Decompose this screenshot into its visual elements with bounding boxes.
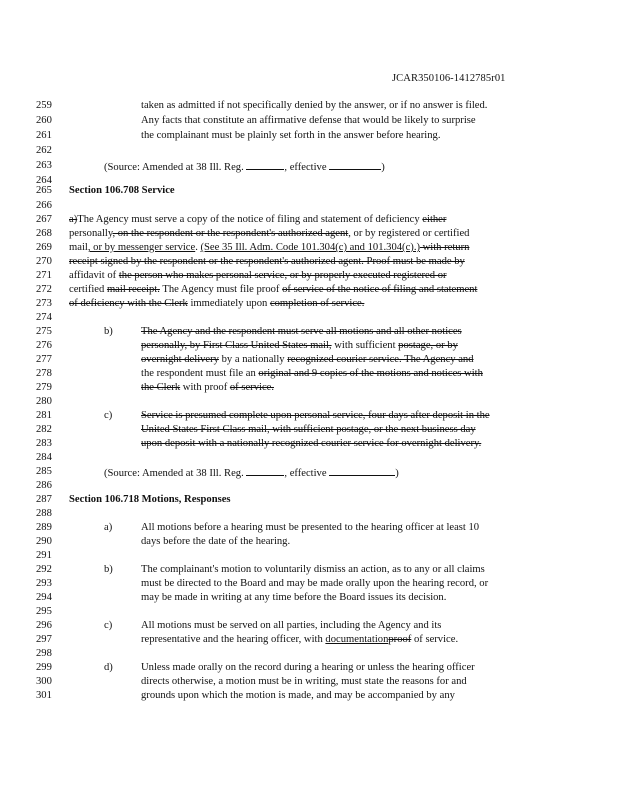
text-segment: days before the date of the hearing.	[141, 536, 291, 547]
line-number: 260	[36, 115, 52, 126]
section-heading: Section 106.718 Motions, Responses	[69, 494, 231, 505]
line-text	[141, 563, 485, 577]
document-line	[0, 507, 619, 521]
text-segment: All motions before a hearing must be presented to the hearing officer at least 10	[141, 522, 480, 533]
line-number: 281	[36, 410, 52, 421]
text-segment: by a nationally	[218, 354, 288, 365]
line-text	[141, 577, 488, 591]
document-line	[0, 395, 619, 409]
line-text	[141, 353, 474, 367]
document-line	[0, 325, 619, 339]
struck-text: , on the respondent or the respondent's authorized agent	[112, 228, 349, 239]
struck-text: overnight delivery	[141, 354, 219, 365]
line-text	[69, 213, 446, 227]
line-number: 261	[36, 130, 52, 141]
text-segment: (Source: Amended at 38 Ill. Reg.	[104, 162, 247, 173]
line-text	[141, 99, 487, 113]
struck-text: either	[422, 214, 447, 225]
text-segment: , or by registered or certified	[348, 228, 470, 239]
document-line	[0, 409, 619, 423]
line-text	[69, 227, 469, 241]
struck-text: receipt signed by the respondent or the respondent's authorized agent. Proof must be made by	[69, 256, 465, 267]
document-line	[0, 493, 619, 507]
line-number: 295	[36, 606, 52, 617]
subsection-label: b)	[104, 564, 113, 575]
line-number: 294	[36, 592, 52, 603]
text-segment: mail	[69, 242, 88, 253]
document-line	[0, 199, 619, 213]
struck-text: postage, or by	[398, 340, 458, 351]
fill-in-blank	[246, 159, 284, 170]
document-line	[0, 269, 619, 283]
document-line	[0, 591, 619, 605]
struck-text: of service of the notice of filing and statement	[282, 284, 478, 295]
text-segment: affidavit of	[69, 270, 119, 281]
line-number: 279	[36, 382, 52, 393]
document-line	[0, 577, 619, 591]
section-heading: Section 106.708 Service	[69, 185, 175, 196]
line-text	[141, 521, 479, 535]
text-segment: representative and the hearing officer, with	[141, 634, 326, 645]
document-line	[0, 465, 619, 479]
line-number: 280	[36, 396, 52, 407]
subsection-label: c)	[104, 620, 113, 631]
line-number: 287	[36, 494, 52, 505]
line-number: 291	[36, 550, 52, 561]
document-line	[0, 619, 619, 633]
document-line	[0, 114, 619, 128]
struck-text: mail receipt.	[106, 284, 160, 295]
document-line	[0, 311, 619, 325]
struck-text: a)	[69, 214, 78, 225]
line-text	[141, 619, 441, 633]
document-line	[0, 563, 619, 577]
line-number: 285	[36, 466, 52, 477]
text-segment: the respondent must file an	[141, 368, 259, 379]
text-segment: )	[381, 162, 385, 173]
line-text	[69, 283, 477, 297]
line-number: 296	[36, 620, 52, 631]
line-text	[141, 591, 446, 605]
struck-text: with return	[420, 242, 470, 253]
line-text	[141, 339, 458, 353]
line-number: 265	[36, 185, 52, 196]
text-segment: grounds upon which the motion is made, and may be accompanied by any	[141, 690, 455, 701]
line-text	[141, 689, 455, 703]
struck-text: completion of service.	[269, 298, 365, 309]
text-segment: must be directed to the Board and may be made orally upon the hearing record, or	[141, 578, 489, 589]
struck-text: the Clerk	[141, 382, 181, 393]
document-line	[0, 184, 619, 198]
line-number: 301	[36, 690, 52, 701]
text-segment: , effective	[284, 468, 330, 479]
line-number: 298	[36, 648, 52, 659]
struck-text: personally, by First Class United States mail,	[141, 340, 332, 351]
document-line	[0, 535, 619, 549]
line-number: 290	[36, 536, 52, 547]
text-segment: All motions must be served on all parties, including the Agency and its	[141, 620, 442, 631]
inserted-text: , or by messenger service	[87, 242, 196, 253]
line-number: 286	[36, 480, 52, 491]
line-number: 274	[36, 312, 52, 323]
struck-text: recognized courier service. The Agency and	[287, 354, 474, 365]
document-line	[0, 479, 619, 493]
text-segment: the complainant must be plainly set forth in the answer before hearing.	[141, 130, 441, 141]
line-number: 282	[36, 424, 52, 435]
line-number: 297	[36, 634, 52, 645]
text-segment: Any facts that constitute an affirmative defense that would be likely to surprise	[141, 115, 476, 126]
document-line	[0, 99, 619, 113]
line-text	[69, 493, 231, 507]
struck-text: upon deposit with a nationally recognized courier service for overnight delivery.	[141, 438, 482, 449]
text-segment: The Agency must file proof	[159, 284, 283, 295]
inserted-text: (See 35 Ill. Adm. Code 101.304(c) and 101.304(c).)	[200, 242, 420, 253]
line-number: 277	[36, 354, 52, 365]
document-line	[0, 451, 619, 465]
document-line	[0, 437, 619, 451]
line-number: 293	[36, 578, 52, 589]
document-line	[0, 353, 619, 367]
document-line	[0, 297, 619, 311]
text-segment: with sufficient	[331, 340, 399, 351]
line-text	[141, 381, 274, 395]
text-segment: of service.	[411, 634, 459, 645]
text-segment: may be made in writing at any time before the Board issues its decision.	[141, 592, 447, 603]
fill-in-blank	[246, 465, 284, 476]
line-number: 263	[36, 160, 52, 171]
document-line	[0, 367, 619, 381]
text-segment: (Source: Amended at 38 Ill. Reg.	[104, 468, 247, 479]
line-number: 284	[36, 452, 52, 463]
fill-in-blank	[329, 159, 381, 170]
document-line	[0, 283, 619, 297]
text-segment: certified	[69, 284, 107, 295]
line-number: 278	[36, 368, 52, 379]
line-text	[141, 409, 490, 423]
line-number: 264	[36, 175, 52, 186]
line-number: 299	[36, 662, 52, 673]
document-line	[0, 689, 619, 703]
line-text	[69, 255, 465, 269]
line-text	[141, 661, 475, 675]
document-line	[0, 381, 619, 395]
document-line	[0, 144, 619, 158]
subsection-label: c)	[104, 410, 113, 421]
inserted-text: documentation	[325, 634, 389, 645]
struck-text: of deficiency with the Clerk	[69, 298, 188, 309]
line-text	[69, 241, 469, 255]
text-segment: with proof	[180, 382, 230, 393]
line-number: 273	[36, 298, 52, 309]
document-line	[0, 605, 619, 619]
text-segment: The complainant's motion to voluntarily dismiss an action, as to any or all claims	[141, 564, 485, 575]
document-line	[0, 661, 619, 675]
line-text	[141, 129, 440, 143]
document-line	[0, 129, 619, 143]
line-text	[141, 325, 462, 339]
line-number: 289	[36, 522, 52, 533]
document-line	[0, 647, 619, 661]
text-segment: taken as admitted if not specifically denied by the answer, or if no answer is filed.	[141, 100, 488, 111]
text-segment: personally	[69, 228, 113, 239]
line-number: 275	[36, 326, 52, 337]
subsection-label: b)	[104, 326, 113, 337]
line-text	[69, 184, 175, 198]
fill-in-blank	[329, 465, 395, 476]
struck-text: The Agency and the respondent must serve all motions and all other notices	[141, 326, 462, 337]
line-number: 268	[36, 228, 52, 239]
line-number: 292	[36, 564, 52, 575]
document-line	[0, 549, 619, 563]
text-segment: , effective	[284, 162, 330, 173]
struck-text: United States First Class mail, with sufficient postage, or the next business day	[141, 424, 476, 435]
text-segment: immediately upon	[187, 298, 270, 309]
line-text	[141, 114, 476, 128]
line-number: 269	[36, 242, 52, 253]
line-number: 276	[36, 340, 52, 351]
subsection-label: a)	[104, 522, 113, 533]
line-number: 266	[36, 200, 52, 211]
document-line	[0, 255, 619, 269]
subsection-label: d)	[104, 662, 113, 673]
line-text	[69, 269, 447, 283]
line-number: 288	[36, 508, 52, 519]
line-text	[69, 297, 364, 311]
text-segment: The Agency must serve a copy of the notice of filing and statement of deficiency	[77, 214, 423, 225]
line-number: 272	[36, 284, 52, 295]
line-number: 262	[36, 145, 52, 156]
struck-text: original and 9 copies of the motions and notices with	[258, 368, 483, 379]
document-line	[0, 423, 619, 437]
line-text	[141, 633, 458, 647]
struck-text: proof	[388, 634, 412, 645]
line-text	[141, 535, 290, 549]
document-id-header: JCAR350106-1412785r01	[392, 73, 506, 84]
line-number: 271	[36, 270, 52, 281]
line-text	[141, 367, 483, 381]
document-line	[0, 213, 619, 227]
line-text	[141, 675, 467, 689]
text-segment: .	[195, 242, 201, 253]
line-text	[141, 423, 476, 437]
line-number: 270	[36, 256, 52, 267]
document-line	[0, 675, 619, 689]
document-line	[0, 227, 619, 241]
text-segment: directs otherwise, a motion must be in writing, must state the reasons for and	[141, 676, 467, 687]
document-line	[0, 159, 619, 173]
line-number: 267	[36, 214, 52, 225]
line-text	[141, 437, 481, 451]
line-number: 283	[36, 438, 52, 449]
text-segment: )	[395, 468, 399, 479]
text-segment: Unless made orally on the record during a hearing or unless the hearing officer	[141, 662, 475, 673]
line-number: 300	[36, 676, 52, 687]
struck-text: the person who makes personal service, or by properly executed registered or	[118, 270, 447, 281]
struck-text: Service is presumed complete upon personal service, four days after deposit in the	[141, 410, 490, 421]
line-number: 259	[36, 100, 52, 111]
document-line	[0, 521, 619, 535]
document-line	[0, 633, 619, 647]
struck-text: of service.	[229, 382, 274, 393]
document-line	[0, 241, 619, 255]
line-text	[104, 159, 385, 175]
document-line	[0, 339, 619, 353]
